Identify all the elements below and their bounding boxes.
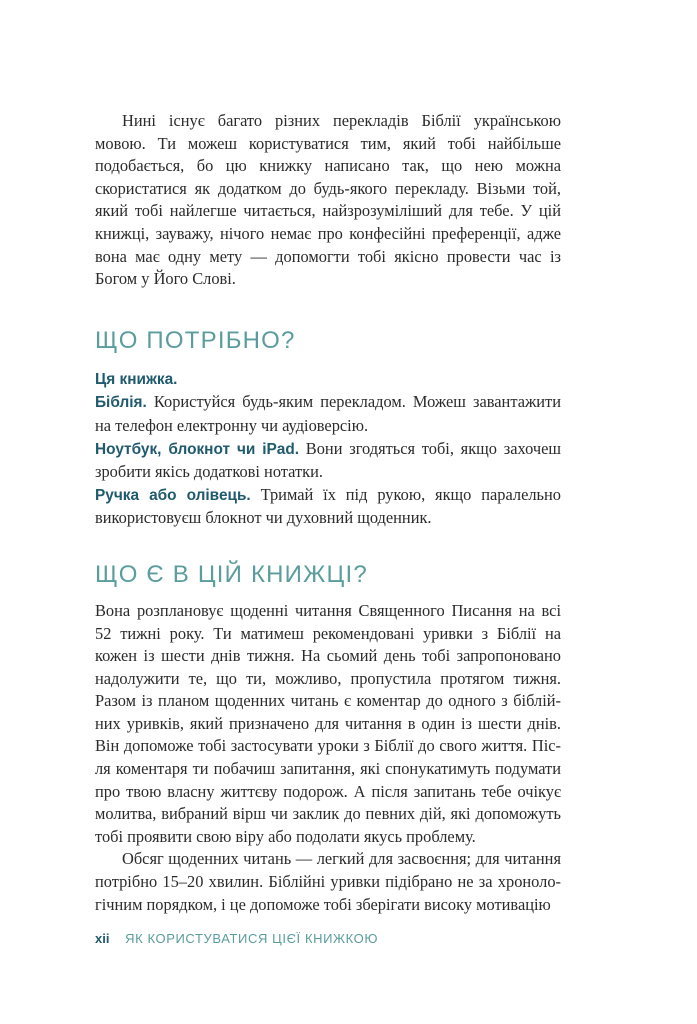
item-text: Тримай їх під рукою, якщо паралельно використовуєш блокнот чи духовний щоденник. [95, 484, 561, 528]
item-text: Користуйся будь-яким перекладом. Можеш завантажити на телефон електронну чи аудіоверсію. [95, 392, 561, 435]
item-lead: Ручка або олівець. [95, 486, 251, 504]
page-content [95, 110, 561, 916]
intro-paragraph: Нині існує багато різних перекладів Біблії українською мовою. Ти можеш користуватися тим, який тобі найбільше подобається, бо цю книжку написано так, що нею можна скористатися як додатком до будь-якого перекладу. Візьми той, який тобі найлегше читається, найзрозуміліший для тебе. У цій книжці, зауважу, нічого немає про конфесійні преференції, адже вона має одну мету — допомогти тобі якісно провести час із Богом у Його Слові. [95, 111, 561, 289]
list-item-this-book [95, 368, 561, 392]
list-item-notebook [95, 438, 561, 484]
item-lead: Ця книжка. [95, 370, 178, 388]
item-lead: Біблія. [95, 394, 147, 412]
section-heading-whats-inside: ЩО Є В ЦІЙ КНИЖЦІ? [95, 560, 368, 588]
inside-paragraph-1: Вона розплановує щоденні читання Священного Писання на всі 52 тижні року. Ти матимеш рекомендовані уривки з Біблії на кожен із шести днів тижня. На сьомий день тобі запропоновано надолужити те, що ти, можливо, пропустила протягом тижня. Разом із планом щоденних читань є коментар до одного з біблійних уривків, який призначено для читання в один із шести днів. Він допоможе тобі застосувати уроки з Біблії до свого життя. Після коментаря ти побачиш запитання, які спонукатимуть подумати про твою власну життєву подорож. А після запитань тебе очікує молитва, вибраний вірш чи заклик до певних дій, які допоможуть тобі проявити свою віру або подолати якусь проблему. [95, 600, 561, 846]
list-item-pen [95, 484, 561, 530]
page-number: xii [95, 931, 110, 946]
list-item-bible [95, 391, 561, 437]
running-head: ЯК КОРИСТУВАТИСЯ ЦІЄЇ КНИЖКОЮ [125, 931, 379, 946]
inside-paragraph-2: Обсяг щоденних читань — легкий для засвоєння; для читання потрібно 15–20 хвилин. Біблійні уривки підібрано не за хронологічним порядком, і це допоможе тобі зберігати високу мотивацію [95, 849, 561, 914]
item-text: Вони згодяться тобі, якщо захочеш зробити якісь додаткові нотатки. [95, 438, 561, 482]
page-footer [95, 930, 378, 948]
item-lead: Ноутбук, блокнот чи iPad. [95, 440, 300, 458]
section-heading-what-needed: ЩО ПОТРІБНО? [95, 326, 296, 354]
